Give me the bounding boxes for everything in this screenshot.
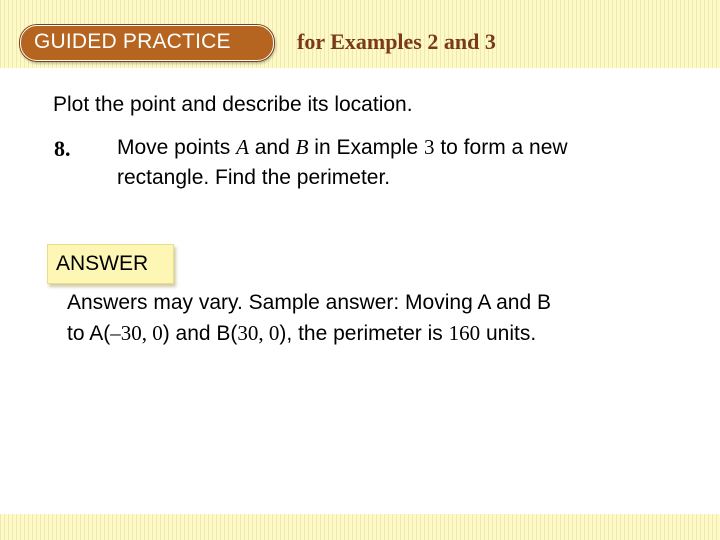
problem-number: 8. <box>54 136 71 161</box>
problem-text-line2: rectangle. Find the perimeter. <box>117 166 391 189</box>
problem-text-segment: and <box>248 136 296 159</box>
problem-text-segment: Move points <box>117 136 237 159</box>
footer-band <box>0 514 720 540</box>
answer-text-segment: to A( <box>67 322 111 345</box>
variable-a: A <box>236 135 249 159</box>
coordinate-b: 30, 0 <box>237 321 280 345</box>
perimeter-value: 160 <box>448 321 481 345</box>
answer-text-segment: ), the perimeter is <box>279 322 449 345</box>
answer-line1: Answers may vary. Sample answer: Moving A and B <box>67 291 551 314</box>
problem-text <box>117 132 697 193</box>
coordinate-a: –30, 0 <box>110 321 163 345</box>
answer-text-segment: ) and B( <box>162 322 238 345</box>
badge-label: GUIDED PRACTICE <box>34 30 231 53</box>
header-subtitle: for Examples 2 and 3 <box>297 29 496 54</box>
problem-text-segment: to form a new <box>434 136 568 159</box>
answer-text <box>67 288 707 349</box>
variable-b: B <box>295 135 309 159</box>
example-number: 3 <box>424 135 435 159</box>
answer-label: ANSWER <box>56 252 149 275</box>
instruction-text: Plot the point and describe its location. <box>53 93 413 116</box>
problem-text-segment: in Example <box>308 136 424 159</box>
answer-text-segment: units. <box>480 322 537 345</box>
